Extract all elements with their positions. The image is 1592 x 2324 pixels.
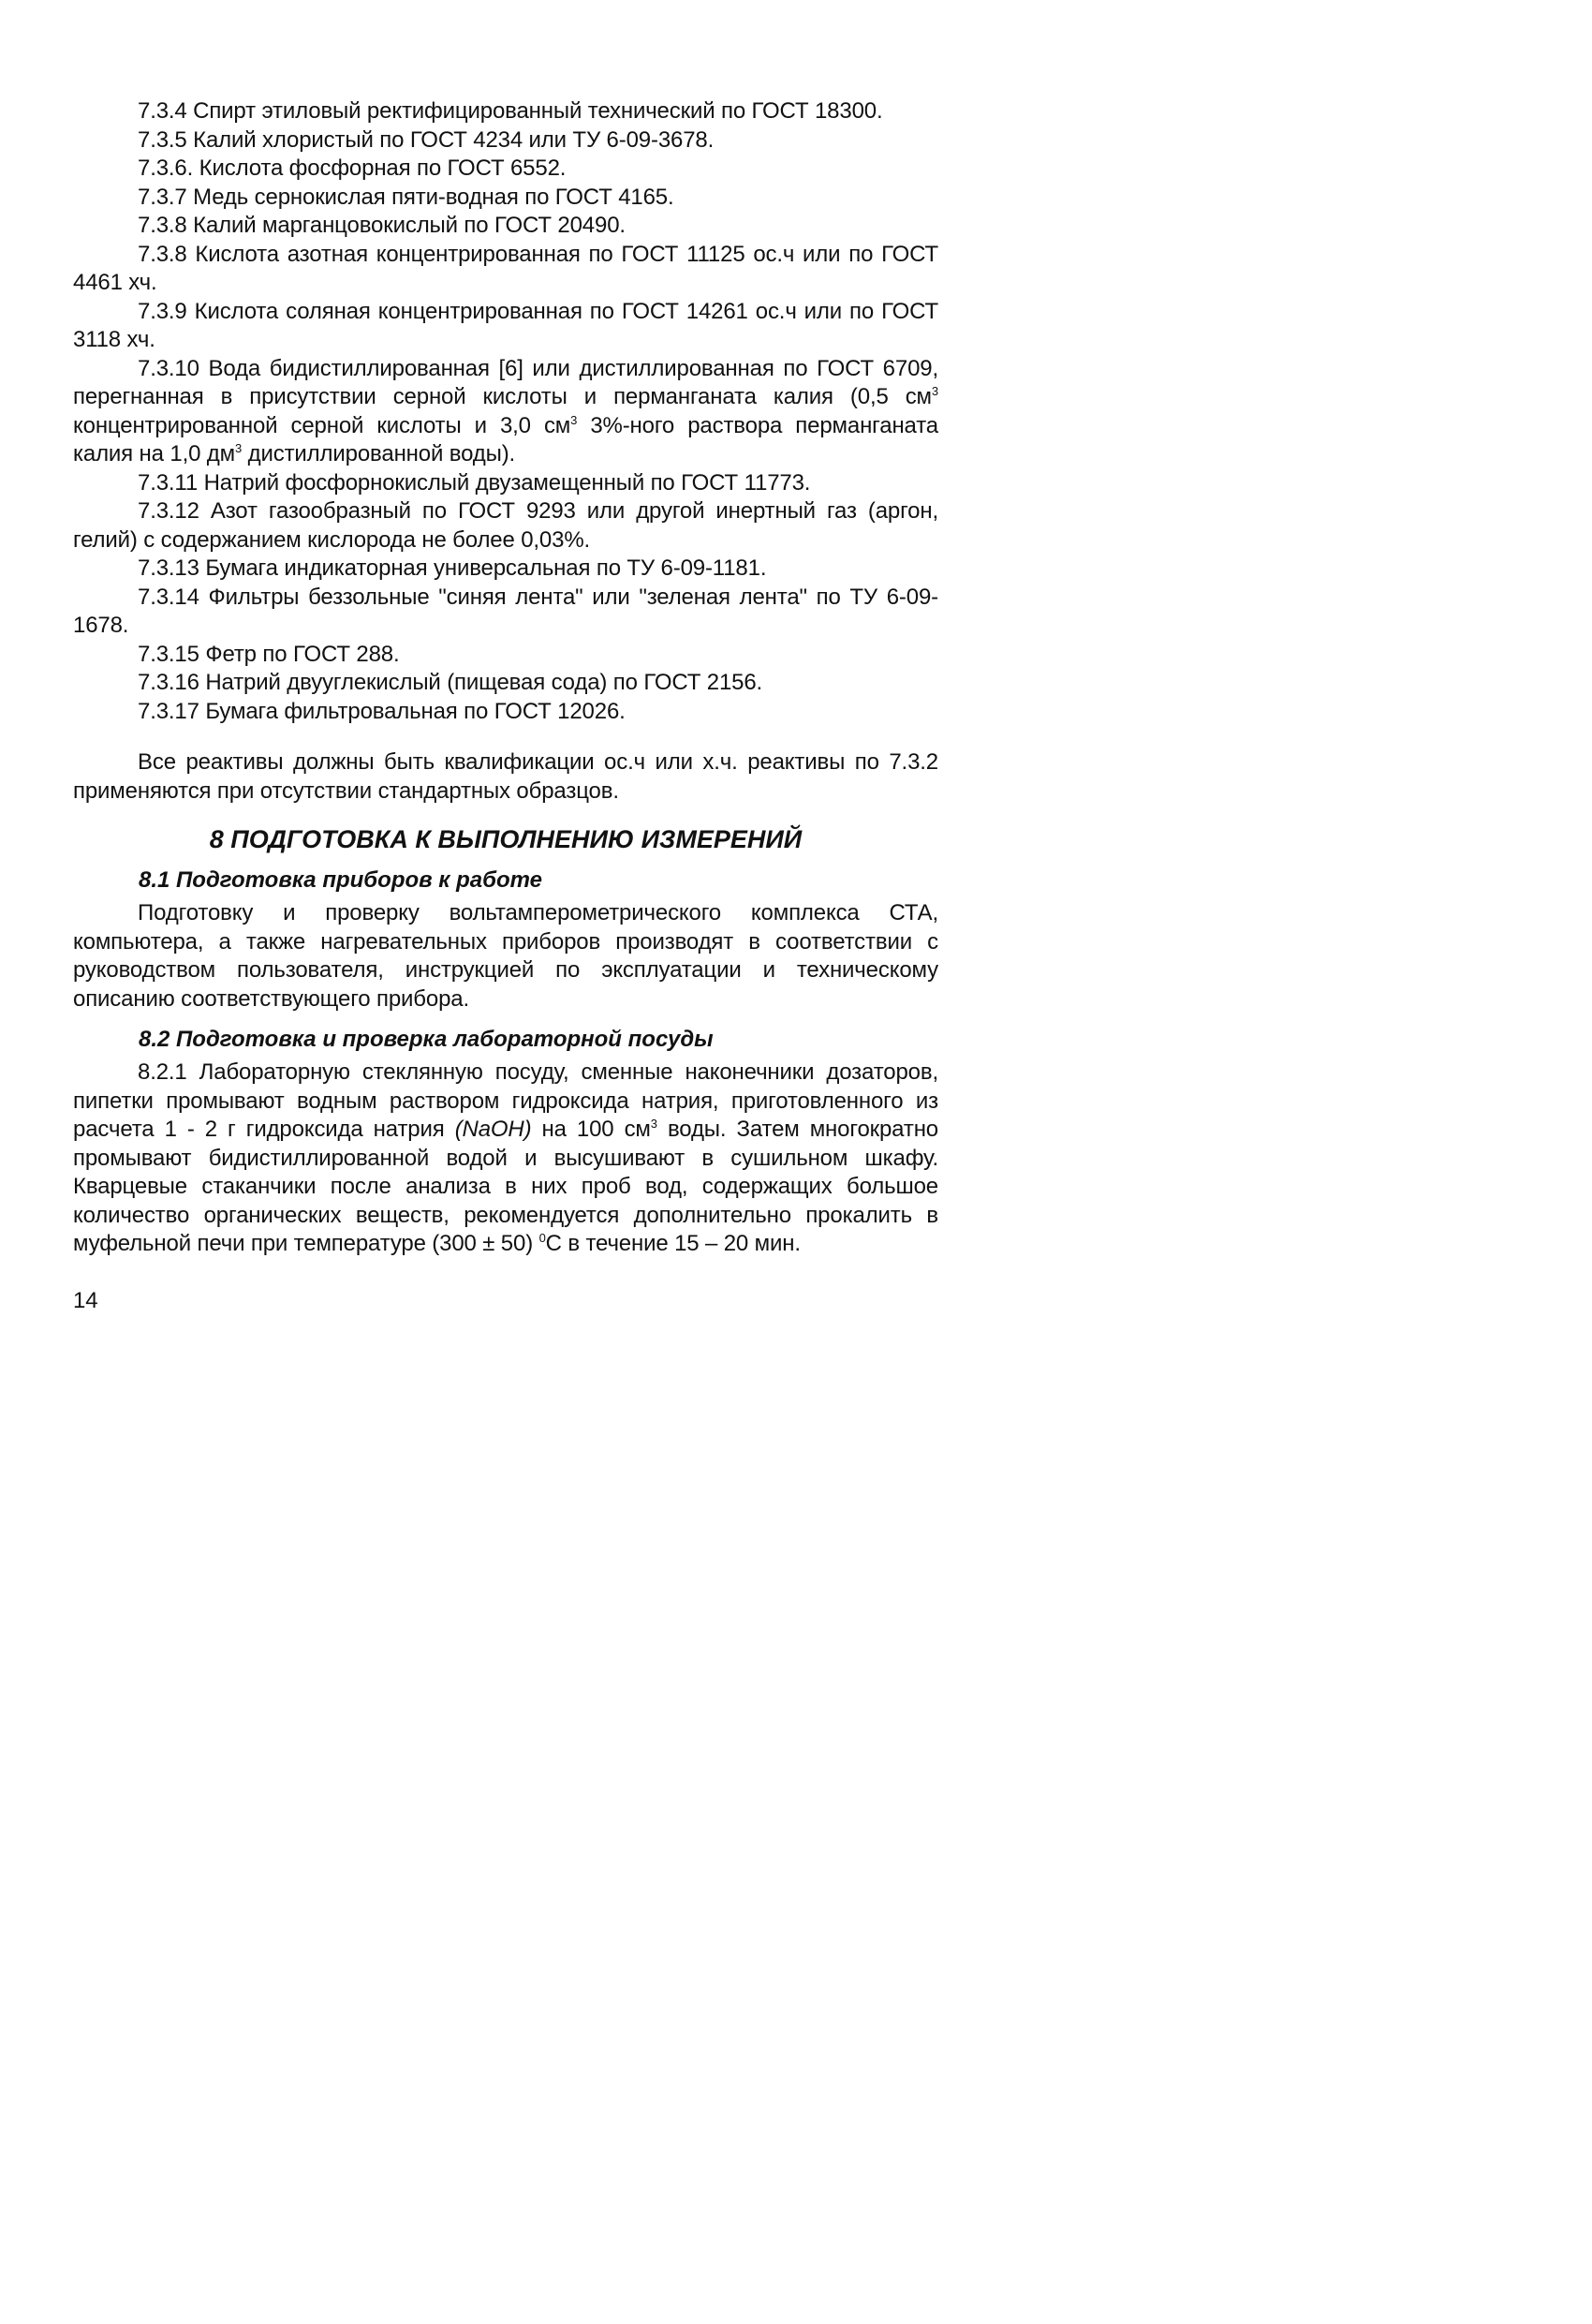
superscript: 3 <box>570 412 578 427</box>
item-7-3-15: 7.3.15 Фетр по ГОСТ 288. <box>138 641 400 667</box>
item-7-3-7: 7.3.7 Медь сернокислая пяти-водная по ГОСТ 4165. <box>138 184 674 210</box>
item-7-3-10-part-a: 7.3.10 Вода бидистиллированная [6] или дистиллированная по ГОСТ 6709, перегнанная в присутствии серной кислоты и перманганата калия (0,5 см <box>73 355 938 409</box>
item-8-2-1-part-b: на 100 см <box>531 1117 651 1142</box>
item-7-3-14: 7.3.14 Фильтры беззольные "синяя лента" или "зеленая лента" по ТУ 6-09-1678. <box>73 584 938 638</box>
item-7-3-9: 7.3.9 Кислота соляная концентрированная по ГОСТ 14261 ос.ч или по ГОСТ 3118 хч. <box>73 298 938 352</box>
reagents-note: Все реактивы должны быть квалификации ос.ч или х.ч. реактивы по 7.3.2 применяются при отсутствии стандартных образцов. <box>73 749 938 804</box>
item-7-3-8-b: 7.3.8 Кислота азотная концентрированная по ГОСТ 11125 ос.ч или по ГОСТ 4461 хч. <box>73 241 938 295</box>
subsection-8-1-text: Подготовку и проверку вольтамперометрического комплекса СТА, компьютера, а также нагревательных приборов производят в соответствии с руководством пользователя, инструкцией по эксплуатации и техническому описанию соответствующего прибора. <box>73 900 938 1012</box>
document-page <box>73 97 938 1315</box>
subsection-8-2-title: 8.2 Подготовка и проверка лабораторной посуды <box>139 1027 714 1052</box>
item-7-3-11: 7.3.11 Натрий фосфорнокислый двузамещенный по ГОСТ 11773. <box>138 469 811 496</box>
item-7-3-10 <box>73 355 938 469</box>
item-8-2-1 <box>73 1058 938 1259</box>
item-7-3-6: 7.3.6. Кислота фосфорная по ГОСТ 6552. <box>138 155 567 181</box>
superscript: 3 <box>931 384 938 398</box>
item-7-3-5: 7.3.5 Калий хлористый по ГОСТ 4234 или ТУ 6-09-3678. <box>138 126 715 153</box>
item-7-3-17: 7.3.17 Бумага фильтровальная по ГОСТ 12026. <box>138 698 626 724</box>
item-7-3-10-part-b: концентрированной серной кислоты и 3,0 см <box>73 412 571 438</box>
item-8-2-1-part-c: воды. Затем многократно промывают бидистиллированной водой и высушивают в сушильном шкафу. Кварцевые стаканчики после анализа в них проб вод, содержащих большое количество органических веществ, рекомендуется дополнительно прокалить в муфельной печи при температуре (300 ± 50) <box>73 1117 938 1256</box>
formula-naoh: (NaOH) <box>454 1117 532 1142</box>
degree-superscript: 0 <box>538 1231 546 1245</box>
item-7-3-13: 7.3.13 Бумага индикаторная универсальная по ТУ 6-09-1181. <box>138 555 767 581</box>
item-7-3-4: 7.3.4 Спирт этиловый ректифицированный технический по ГОСТ 18300. <box>138 98 883 124</box>
section-title: 8 ПОДГОТОВКА К ВЫПОЛНЕНИЮ ИЗМЕРЕНИЙ <box>209 825 803 853</box>
item-7-3-12: 7.3.12 Азот газообразный по ГОСТ 9293 или другой инертный газ (аргон, гелий) с содержанием кислорода не более 0,03%. <box>73 498 938 553</box>
page-number: 14 <box>73 1287 98 1313</box>
item-7-3-8-a: 7.3.8 Калий марганцовокислый по ГОСТ 20490. <box>138 213 626 238</box>
superscript: 3 <box>235 441 243 455</box>
item-7-3-16: 7.3.16 Натрий двууглекислый (пищевая сода) по ГОСТ 2156. <box>138 670 763 695</box>
item-7-3-10-part-c: 3%-ного раствора перманганата калия на 1,0 дм <box>73 412 938 466</box>
superscript: 3 <box>650 1117 657 1131</box>
subsection-8-1-title: 8.1 Подготовка приборов к работе <box>139 867 543 893</box>
spacer <box>73 726 938 748</box>
item-7-3-10-part-d: дистиллированной воды). <box>242 441 516 466</box>
item-8-2-1-part-a: 8.2.1 Лабораторную стеклянную посуду, сменные наконечники дозаторов, пипетки промывают водным раствором гидроксида натрия, приготовленного из расчета 1 - 2 г гидроксида натрия <box>73 1059 938 1142</box>
item-8-2-1-part-d: С в течение 15 – 20 мин. <box>545 1231 801 1256</box>
